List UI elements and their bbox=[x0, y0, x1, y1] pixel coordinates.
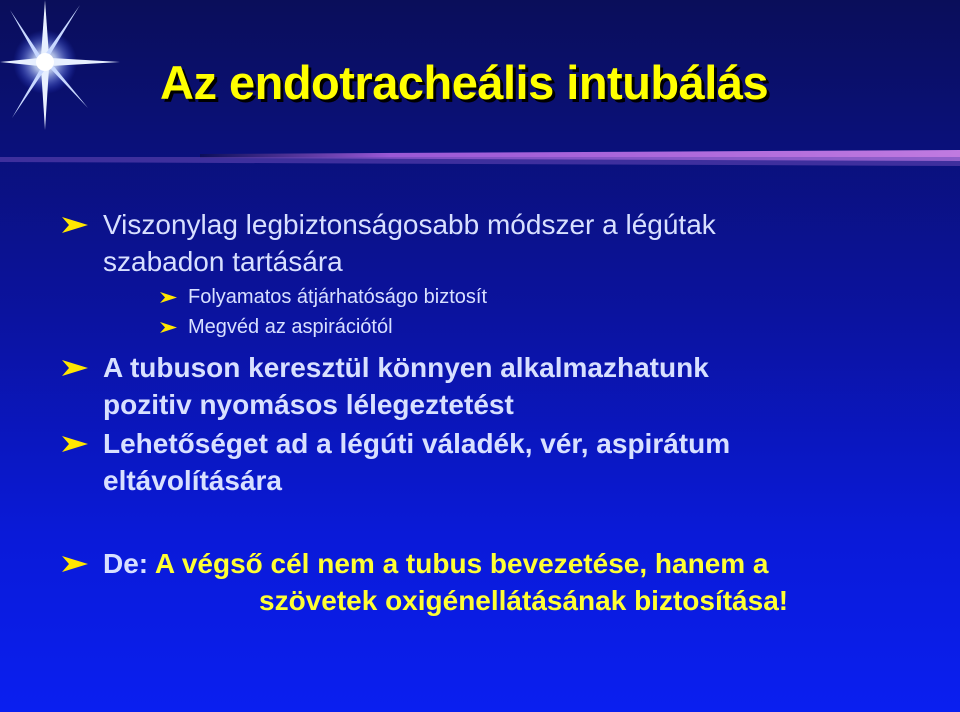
final-emphasis-line1: A végső cél nem a tubus bevezetése, hanem a bbox=[154, 548, 769, 579]
arrowhead-bullet-icon bbox=[62, 556, 88, 572]
arrowhead-bullet-icon bbox=[62, 360, 88, 376]
title-divider bbox=[0, 148, 960, 170]
final-prefix: De: bbox=[103, 548, 155, 579]
arrowhead-bullet-icon bbox=[62, 436, 88, 452]
bullet-2-line2: pozitiv nyomásos lélegeztetést bbox=[103, 389, 514, 420]
bullet-3-line2: eltávolítására bbox=[103, 465, 282, 496]
arrowhead-bullet-icon bbox=[62, 217, 88, 233]
arrowhead-bullet-icon bbox=[160, 292, 177, 303]
final-line1 bbox=[103, 545, 769, 582]
bullet-1-line2: szabadon tartására bbox=[103, 246, 343, 277]
subbullet-2-text: Megvéd az aspirációtól bbox=[188, 316, 393, 338]
bullet-2-line1: A tubuson keresztül könnyen alkalmazhatunk bbox=[103, 352, 709, 383]
final-emphasis-line2: szövetek oxigénellátásának biztosítása! bbox=[259, 585, 789, 616]
starburst-decoration-icon bbox=[0, 0, 120, 130]
slide-title: Az endotracheális intubálás bbox=[160, 56, 769, 109]
bullet-1-line1: Viszonylag legbiztonságosabb módszer a légútak bbox=[103, 209, 716, 240]
subbullet-1-text: Folyamatos átjárhatóságo biztosít bbox=[188, 286, 488, 308]
arrowhead-bullet-icon bbox=[160, 322, 177, 333]
bullet-3-line1: Lehetőséget ad a légúti váladék, vér, aspirátum bbox=[103, 428, 731, 459]
